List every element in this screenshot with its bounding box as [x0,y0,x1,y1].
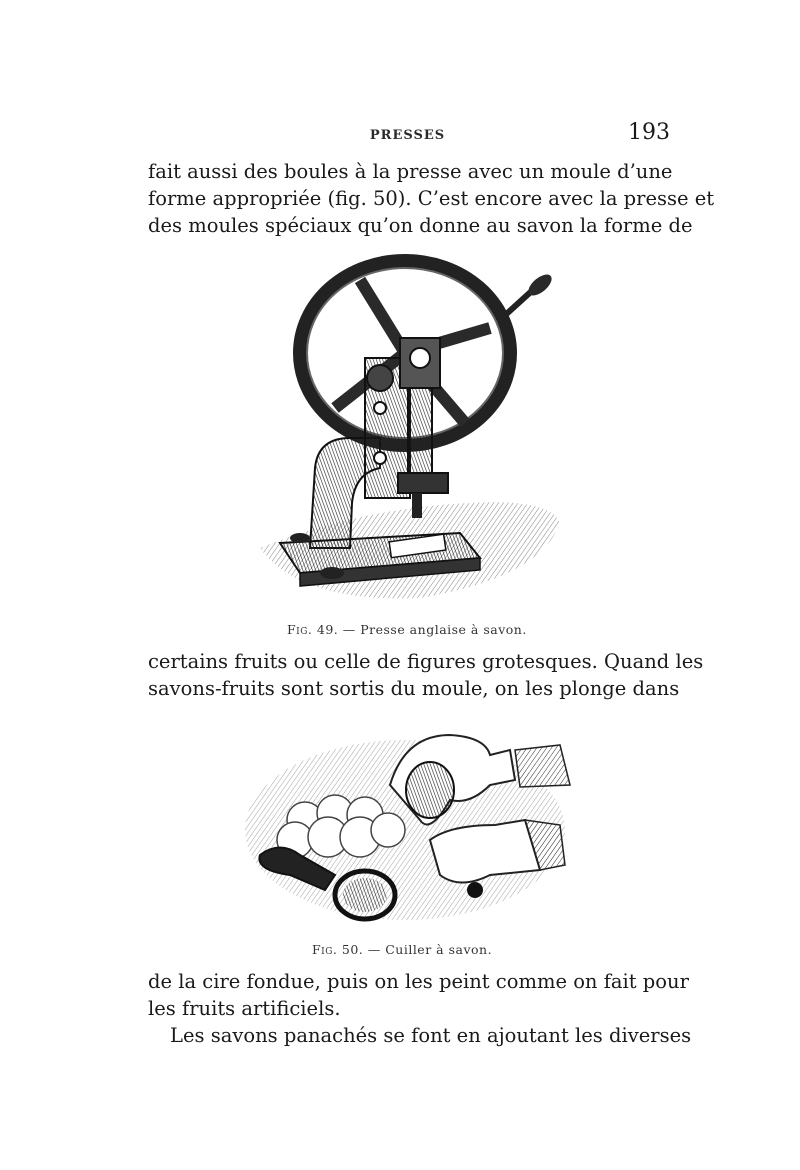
figure-49-caption [287,622,527,637]
caption-text: Presse anglaise à savon. [360,622,527,637]
text-line: Les savons panachés se font en ajoutant les diverses [170,1024,692,1047]
soap-press-illustration [240,258,570,613]
page-header [145,120,670,150]
figure-label: Fig. 49. [287,622,339,637]
figure-50-caption [312,942,492,957]
paragraph-3 [148,968,692,1049]
text-line: certains fruits ou celle de figures grotesques. Quand les [148,650,704,673]
caption-text: Cuiller à savon. [385,942,493,957]
page-number: 193 [628,120,670,145]
caption-dash: — [363,942,386,957]
caption-dash: — [338,622,361,637]
paragraph-2 [148,648,704,702]
text-line: fait aussi des boules à la presse avec un moule d’une [148,160,673,183]
text-line: des moules spéciaux qu’on donne au savon la forme de [148,214,693,237]
figure-label: Fig. 50. [312,942,364,957]
soap-spoon-illustration [240,725,580,935]
running-head: PRESSES [369,128,446,143]
paragraph-1 [148,158,715,239]
text-line: les fruits artificiels. [148,997,341,1020]
text-line: de la cire fondue, puis on les peint comme on fait pour [148,970,689,993]
text-line: savons-fruits sont sortis du moule, on les plonge dans [148,677,680,700]
text-line: forme appropriée (fig. 50). C’est encore avec la presse et [148,187,715,210]
